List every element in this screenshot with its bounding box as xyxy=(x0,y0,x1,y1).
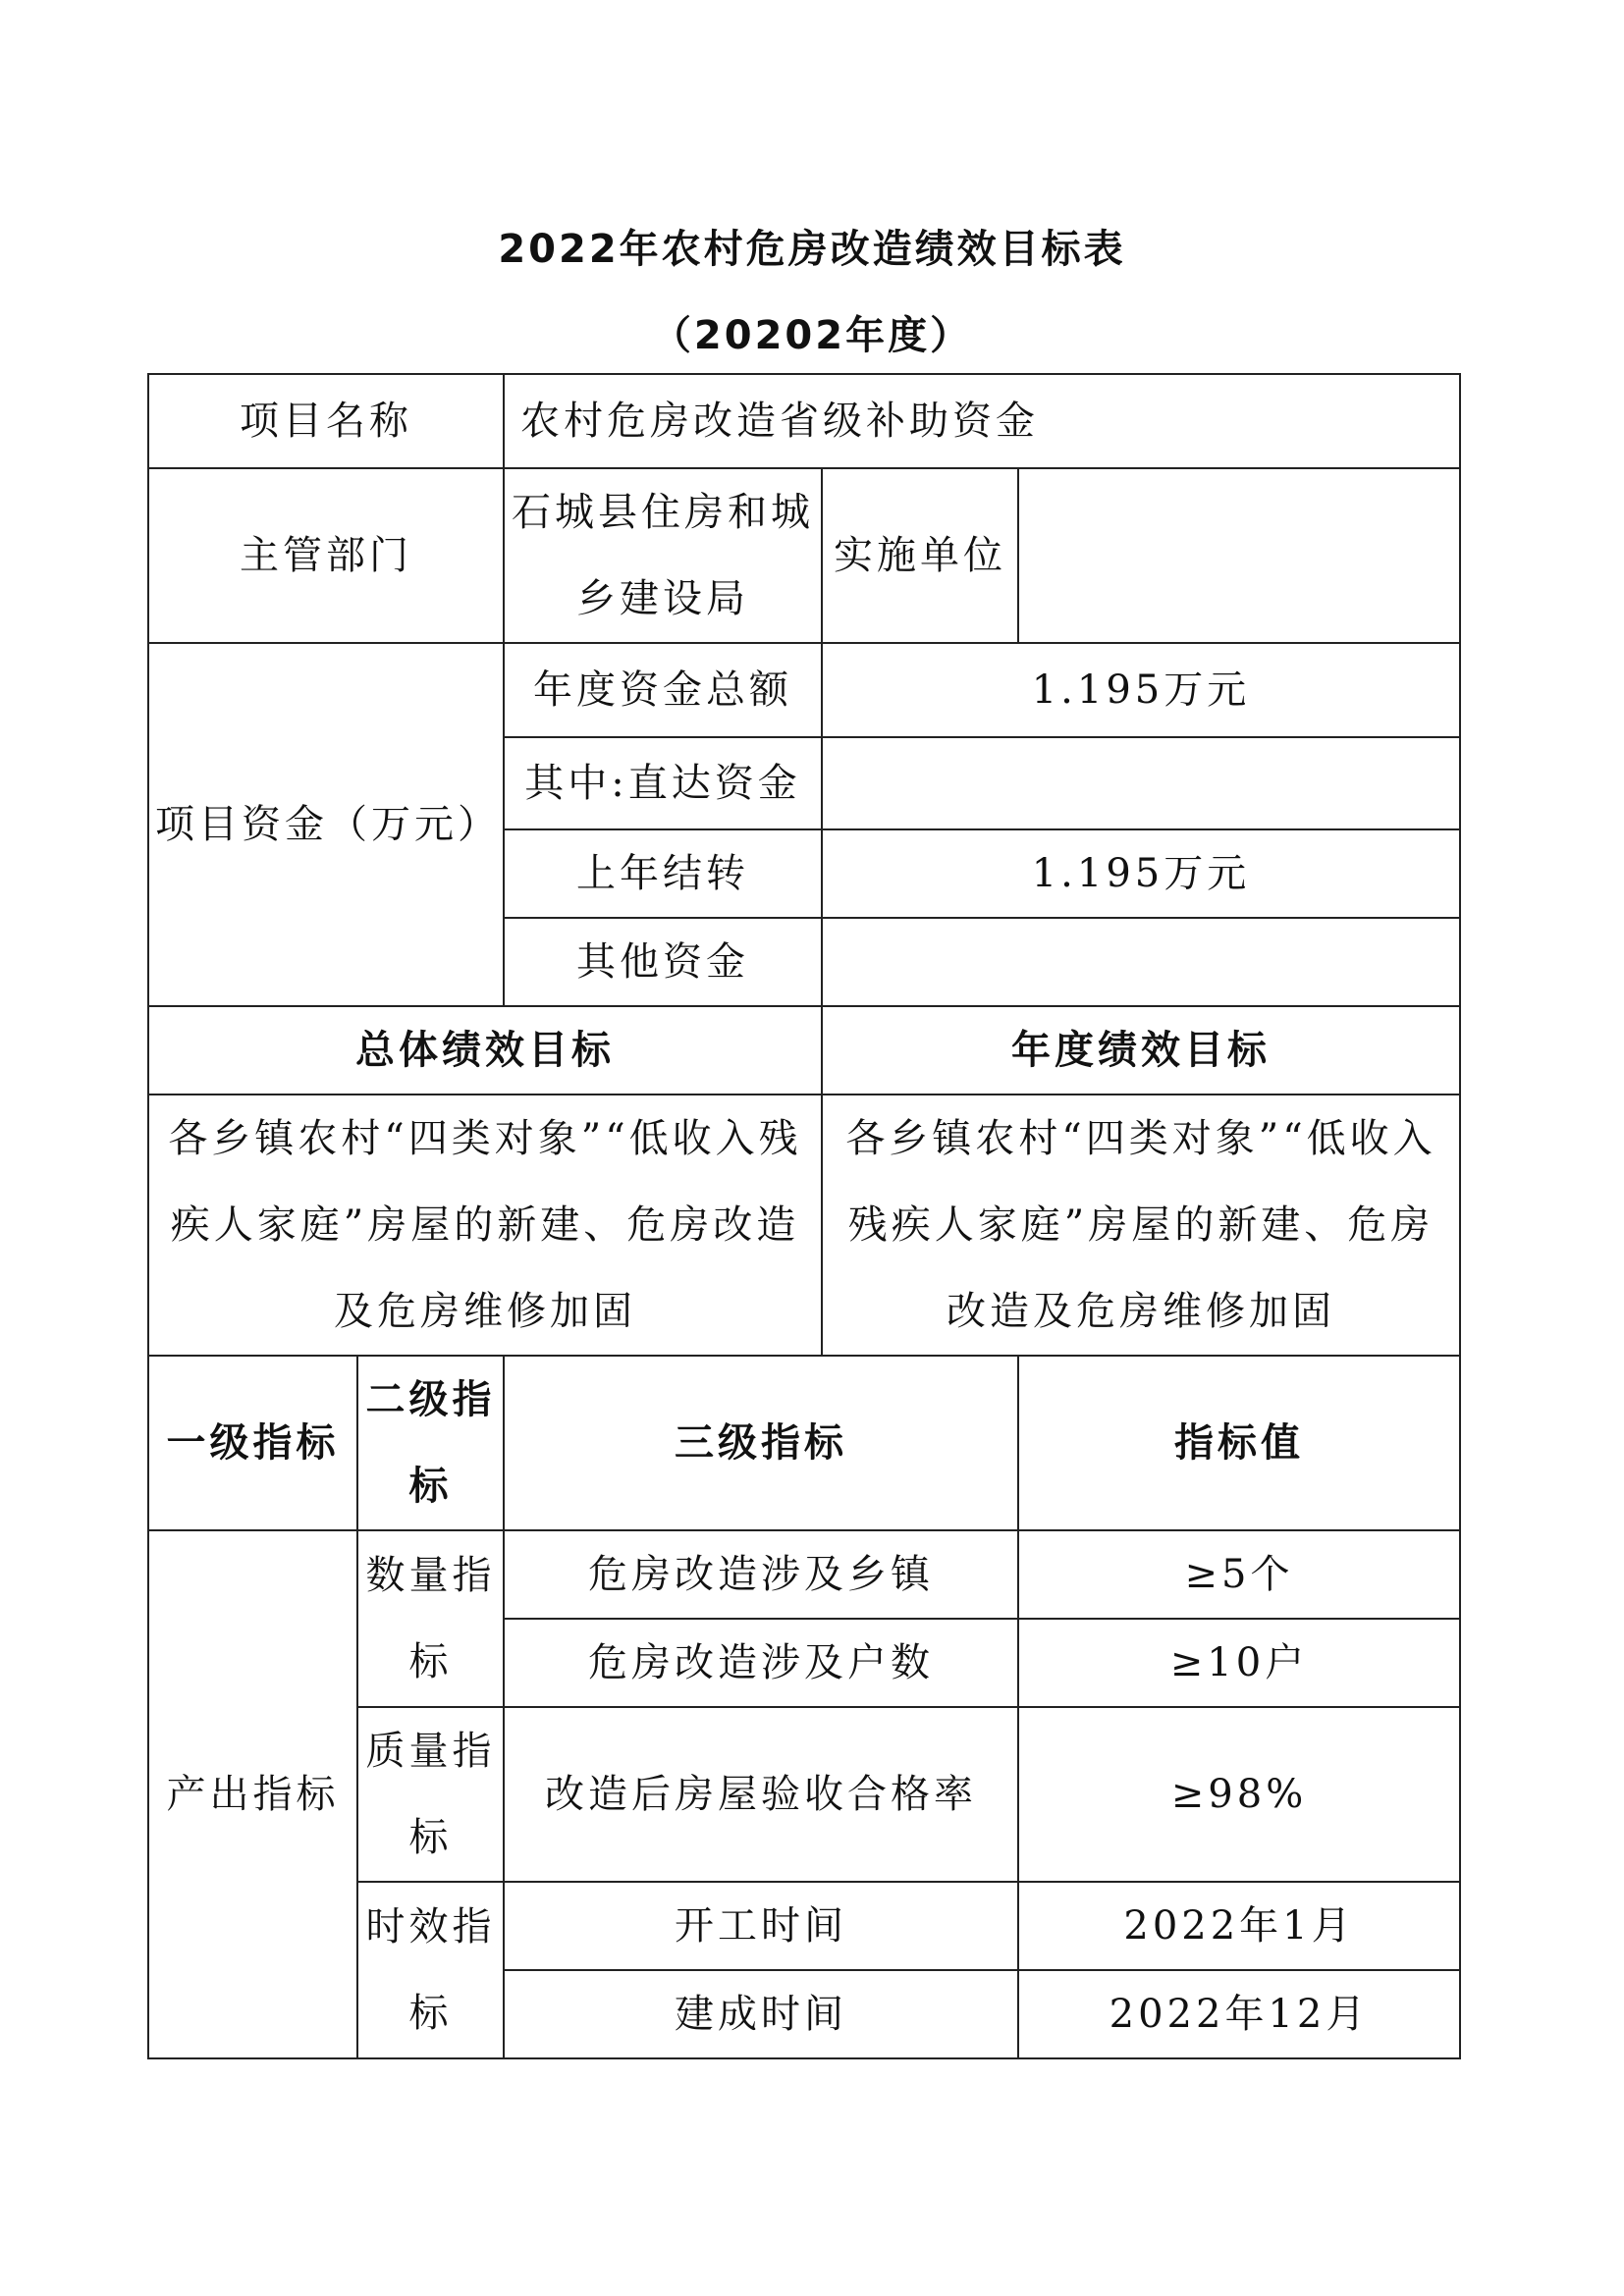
funds-row-value: 1.195万元 xyxy=(822,643,1460,737)
level3-header: 三级指标 xyxy=(504,1356,1018,1530)
row-goals-text xyxy=(148,1095,1460,1356)
annual-goal-text: 各乡镇农村“四类对象”“低收入残疾人家庭”房屋的新建、危房改造及危房维修加固 xyxy=(822,1095,1460,1356)
level2-quality: 质量指标 xyxy=(357,1707,504,1882)
indicator-value: 2022年1月 xyxy=(1018,1882,1460,1970)
indicator-row xyxy=(148,1530,1460,1619)
row-goals-header xyxy=(148,1006,1460,1095)
funds-row-value xyxy=(822,918,1460,1006)
performance-form-table xyxy=(147,373,1461,2059)
level2-quantity: 数量指标 xyxy=(357,1530,504,1707)
funds-label: 项目资金（万元） xyxy=(148,643,504,1006)
level3-item: 改造后房屋验收合格率 xyxy=(504,1707,1018,1882)
page-subtitle: （20202年度） xyxy=(651,313,973,358)
row-project-name xyxy=(148,374,1460,468)
project-name-label: 项目名称 xyxy=(148,374,504,468)
level3-item: 危房改造涉及乡镇 xyxy=(504,1530,1018,1619)
level3-item: 危房改造涉及户数 xyxy=(504,1619,1018,1707)
dept-value: 石城县住房和城乡建设局 xyxy=(504,468,822,643)
indicator-value: ≥98% xyxy=(1018,1707,1460,1882)
level1-output: 产出指标 xyxy=(148,1530,357,2058)
dept-label: 主管部门 xyxy=(148,468,504,643)
project-name-value: 农村危房改造省级补助资金 xyxy=(504,374,1460,468)
level3-item: 开工时间 xyxy=(504,1882,1018,1970)
impl-unit-value xyxy=(1018,468,1460,643)
funds-row-value xyxy=(822,737,1460,829)
row-department xyxy=(148,468,1460,643)
annual-goal-header: 年度绩效目标 xyxy=(822,1006,1460,1095)
impl-unit-label: 实施单位 xyxy=(822,468,1018,643)
row-indicator-header xyxy=(148,1356,1460,1530)
funds-row-label: 其中:直达资金 xyxy=(504,737,822,829)
value-header: 指标值 xyxy=(1018,1356,1460,1530)
funds-row-value: 1.195万元 xyxy=(822,829,1460,918)
indicator-value: ≥5个 xyxy=(1018,1530,1460,1619)
funds-row-label: 上年结转 xyxy=(504,829,822,918)
level3-item: 建成时间 xyxy=(504,1970,1018,2058)
funds-row-label: 年度资金总额 xyxy=(504,643,822,737)
row-funds-total xyxy=(148,643,1460,737)
level1-header: 一级指标 xyxy=(148,1356,357,1530)
funds-row-label: 其他资金 xyxy=(504,918,822,1006)
level2-timeliness: 时效指标 xyxy=(357,1882,504,2058)
overall-goal-header: 总体绩效目标 xyxy=(148,1006,822,1095)
indicator-value: 2022年12月 xyxy=(1018,1970,1460,2058)
level2-header: 二级指标 xyxy=(357,1356,504,1530)
page-title: 2022年农村危房改造绩效目标表 xyxy=(498,227,1126,272)
indicator-value: ≥10户 xyxy=(1018,1619,1460,1707)
overall-goal-text: 各乡镇农村“四类对象”“低收入残疾人家庭”房屋的新建、危房改造及危房维修加固 xyxy=(148,1095,822,1356)
